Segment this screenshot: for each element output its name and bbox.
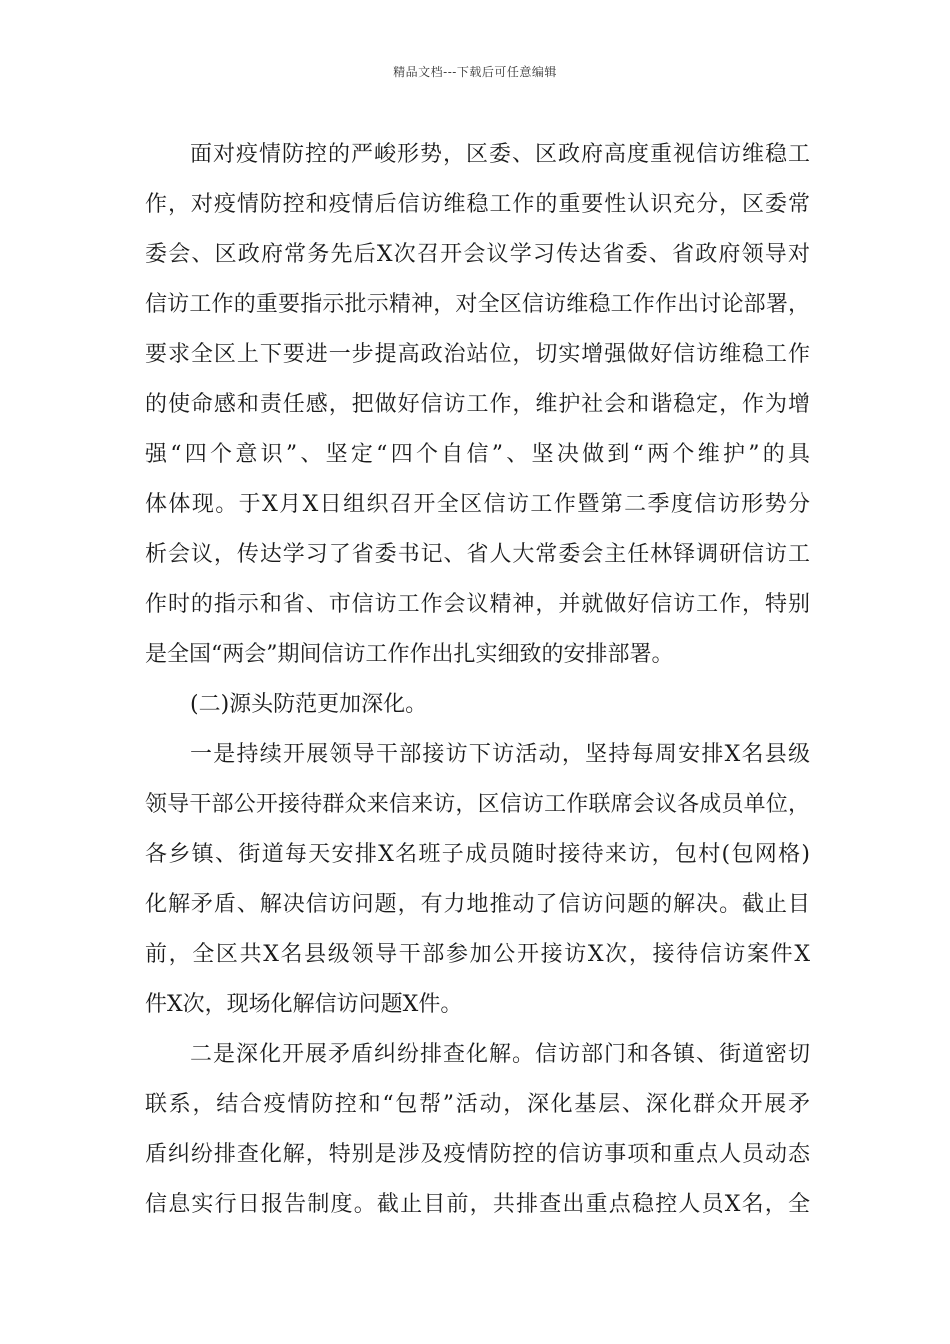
paragraph-line: 二是深化开展矛盾纠纷排查化解。信访部门和各镇、街道密切	[190, 1042, 810, 1067]
page-header-watermark: 精品文档---下载后可任意编辑	[393, 65, 557, 79]
paragraph-line: 联系，结合疫情防控和“包帮”活动，深化基层、深化群众开展矛	[145, 1092, 810, 1117]
paragraph-line: 是全国“两会”期间信访工作作出扎实细致的安排部署。	[145, 642, 674, 667]
paragraph-line: 前，全区共X名县级领导干部参加公开接访X次，接待信访案件X	[145, 942, 810, 967]
paragraph-line: 强“四个意识”、坚定“四个自信”、坚决做到“两个维护”的具	[145, 442, 810, 467]
paragraph-line: 信访工作的重要指示批示精神，对全区信访维稳工作作出讨论部署，	[145, 292, 810, 317]
paragraph-line: 件X次，现场化解信访问题X件。	[145, 992, 463, 1017]
document-body	[145, 130, 810, 1230]
paragraph-line: 作时的指示和省、市信访工作会议精神，并就做好信访工作，特别	[145, 592, 810, 617]
paragraph-line: 要求全区上下要进一步提高政治站位，切实增强做好信访维稳工作	[145, 342, 810, 367]
paragraph-line: 领导干部公开接待群众来信来访，区信访工作联席会议各成员单位，	[145, 792, 810, 817]
paragraph-line: 一是持续开展领导干部接访下访活动，坚持每周安排X名县级	[190, 742, 810, 767]
paragraph-line: 作，对疫情防控和疫情后信访维稳工作的重要性认识充分，区委常	[145, 192, 810, 217]
paragraph-line: 体体现。于X月X日组织召开全区信访工作暨第二季度信访形势分	[145, 492, 810, 517]
paragraph-line: 化解矛盾、解决信访问题，有力地推动了信访问题的解决。截止目	[145, 892, 810, 917]
section-heading: (二)源头防范更加深化。	[190, 692, 428, 717]
paragraph-line: 面对疫情防控的严峻形势，区委、区政府高度重视信访维稳工	[190, 142, 810, 167]
paragraph-line: 各乡镇、街道每天安排X名班子成员随时接待来访，包村(包网格)	[145, 842, 810, 867]
paragraph-line: 信息实行日报告制度。截止目前，共排查出重点稳控人员X名，全	[145, 1192, 810, 1217]
paragraph-line: 析会议，传达学习了省委书记、省人大常委会主任林铎调研信访工	[145, 542, 810, 567]
paragraph-line: 盾纠纷排查化解，特别是涉及疫情防控的信访事项和重点人员动态	[145, 1142, 810, 1167]
paragraph-line: 的使命感和责任感，把做好信访工作，维护社会和谐稳定，作为增	[145, 392, 810, 417]
paragraph-line: 委会、区政府常务先后X次召开会议学习传达省委、省政府领导对	[145, 242, 810, 267]
